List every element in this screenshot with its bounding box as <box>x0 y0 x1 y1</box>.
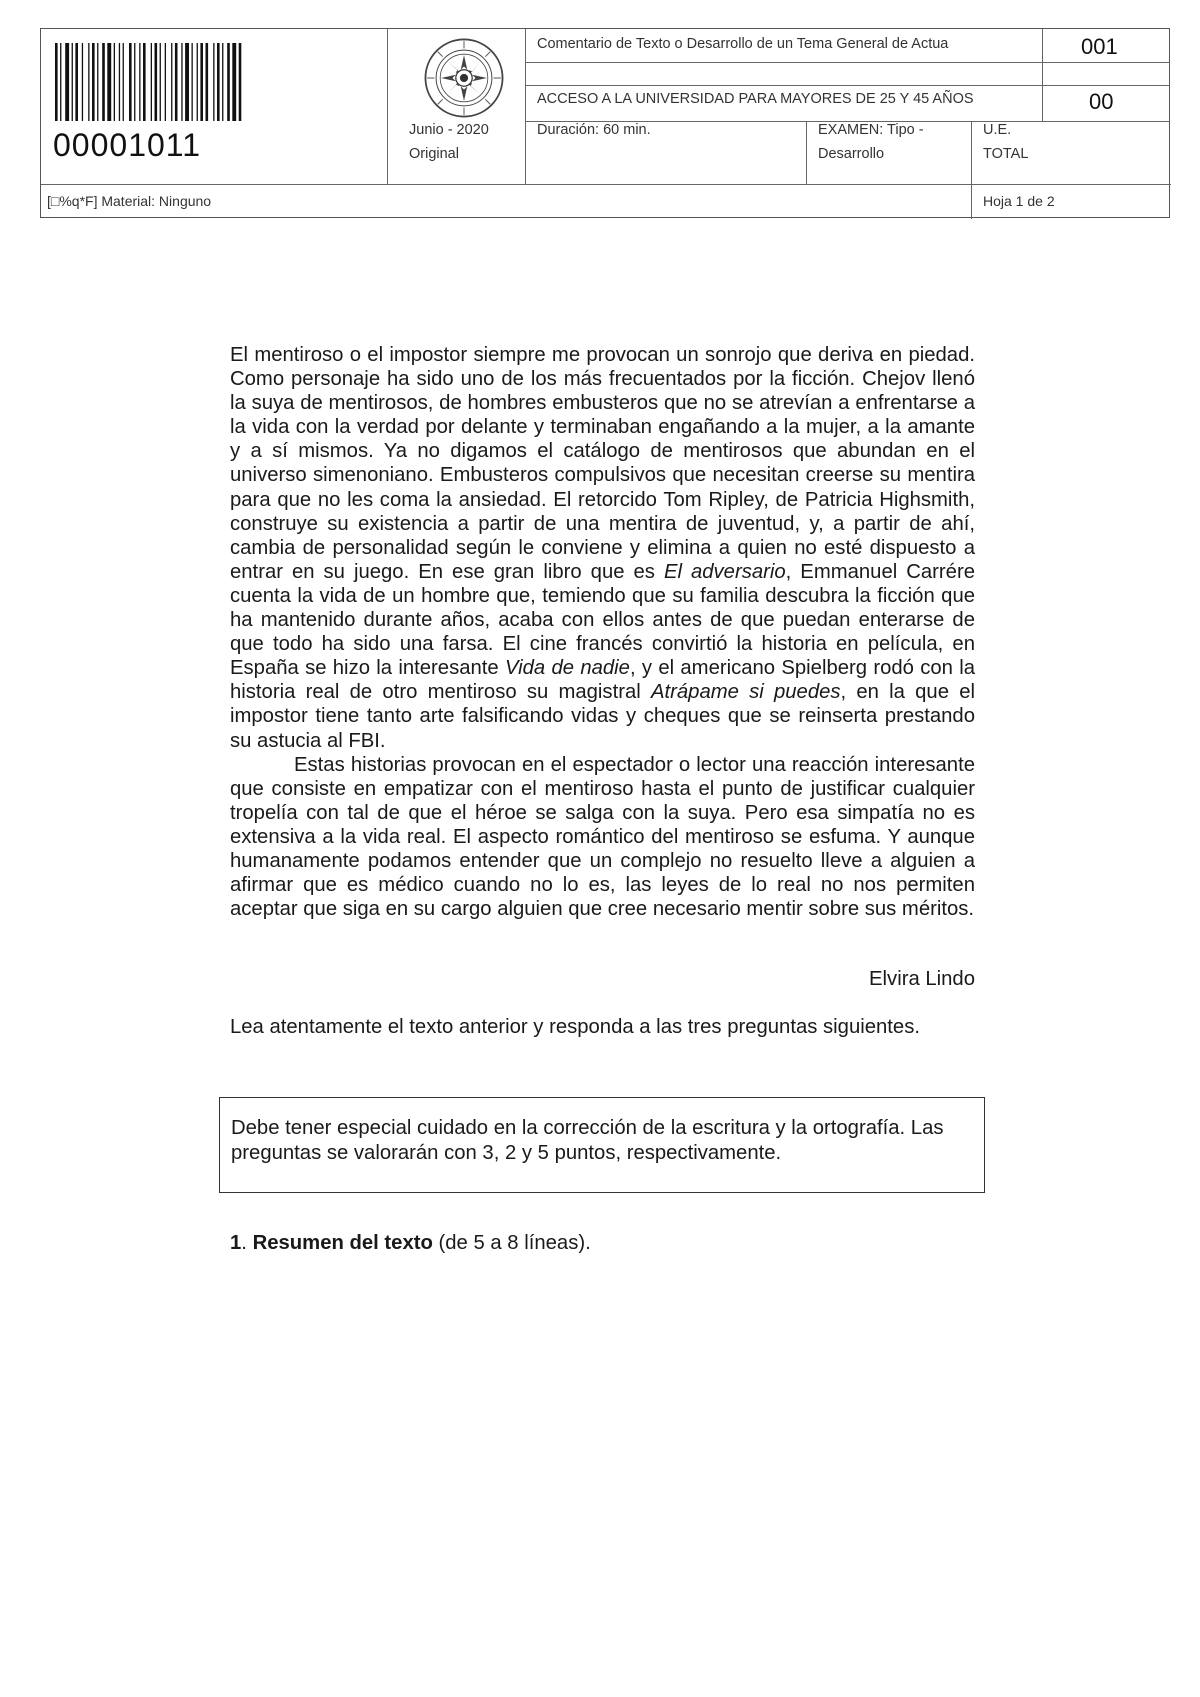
question-number: 1 <box>230 1232 242 1254</box>
question-title: Resumen del texto <box>252 1232 433 1254</box>
exam-duration: Duración: 60 min. <box>537 122 651 138</box>
barcode-number: 00001011 <box>53 127 201 163</box>
barcode <box>55 43 350 121</box>
exam-version: Original <box>409 146 459 162</box>
text-span: El mentiroso o el impostor siempre me provocan un sonrojo que deriva en piedad. Como personaje ha sido uno de los más frecuentados por la ficción. Chejov llenó la suya de mentirosos, de hombres embusteros que no se atrevían a enfrentarse a la vida con la verdad por delante y terminaban engañando a la mujer, a la amante y a sí mismos. Ya no digamos el catálogo de mentirosos que abundan en el universo simenoniano. Embusteros compulsivos que necesitan creerse su mentira para que no les coma la ansiedad. El retorcido Tom Ripley, de Patricia Highsmith, construye su existencia a partir de una mentira de juventud, y, a partir de ahí, cambia de personalidad según le conviene y elimina a quien no esté dispuesto a entrar en su juego. En ese gran libro que es <box>230 344 975 583</box>
instructions: Lea atentamente el texto anterior y responda a las tres preguntas siguientes. <box>230 1016 920 1038</box>
question-1 <box>230 1232 591 1255</box>
question-detail: (de 5 a 8 líneas). <box>432 1232 591 1254</box>
exam-type-detail: Desarrollo <box>818 146 885 162</box>
text-paragraph-1 <box>230 343 975 753</box>
access-title: ACCESO A LA UNIVERSIDAD PARA MAYORES DE 25 Y 45 AÑOS <box>537 91 974 107</box>
access-code: 00 <box>1089 89 1114 114</box>
film-title: Vida de nadie <box>504 657 630 680</box>
text-span: , y el americano Spielberg rodó con la historia real de otro mentiroso su magistral <box>230 657 975 704</box>
author-name: Elvira Lindo <box>869 968 975 990</box>
text-span: , en la que el impostor tiene tanto arte falsificando vidas y cheques que se reinserta prestando su astucia al FBI. <box>230 681 975 752</box>
book-title: El adversario <box>663 560 786 583</box>
film-title: Atrápame si puedes <box>650 681 841 704</box>
grading-note-box <box>219 1097 985 1193</box>
subject-code: 001 <box>1081 34 1118 59</box>
text-paragraph-2: Estas historias provocan en el espectador o lector una reacción interesante que consiste en empatizar con el mentiroso hasta el punto de justificar cualquier tropelía con tal de que el héroe se salga con la suya. Pero esa simpatía no es extensiva a la vida real. El aspecto romántico del mentiroso se esfuma. Y aunque humanamente podamos entender que un complejo no resuelto lleve a alguien a afirmar que es médico cuando no lo es, las leyes de lo real no nos permiten aceptar que siga en su cargo alguien que cree necesario mentir sobre sus méritos. <box>230 753 975 921</box>
subject-title: Comentario de Texto o Desarrollo de un Tema General de Actua <box>537 36 949 52</box>
question-separator: . <box>241 1232 253 1254</box>
source-text <box>230 343 975 921</box>
ue-label: U.E. <box>983 122 1012 138</box>
exam-type: EXAMEN: Tipo - <box>818 122 924 138</box>
grading-note-text: Debe tener especial cuidado en la corrección de la escritura y la ortografía. Las preguntas se valorarán con 3, 2 y 5 puntos, respectivamente. <box>231 1117 944 1164</box>
exam-date: Junio - 2020 <box>409 122 489 138</box>
text-span: , Emmanuel Carrére cuenta la vida de un hombre que, temiendo que su familia descubra la ficción que ha mantenido durante años, acaba con ellos antes de que puedan enterarse de que todo ha sido una farsa. El cine francés convirtió la historia en película, en España se hizo la interesante <box>230 560 975 680</box>
sheet-number: Hoja 1 de 2 <box>983 193 1055 209</box>
university-seal-logo <box>423 37 505 119</box>
ue-value: TOTAL <box>983 146 1029 162</box>
material-note: [□%q*F] Material: Ninguno <box>47 193 212 209</box>
exam-header <box>40 28 1170 218</box>
